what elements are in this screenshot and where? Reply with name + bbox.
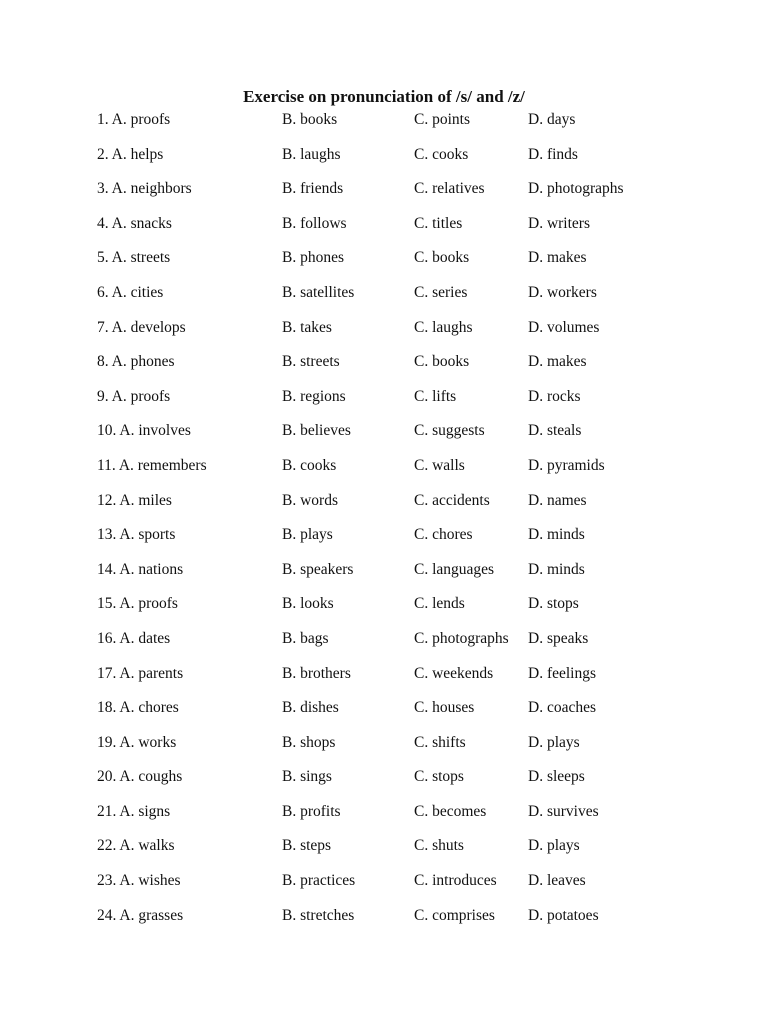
option-c: C. introduces xyxy=(414,872,497,890)
option-c: C. shifts xyxy=(414,733,466,751)
option-b: B. books xyxy=(282,111,338,128)
option-a: 22. A. walks xyxy=(97,837,175,855)
option-a: 4. A. snacks xyxy=(97,214,172,232)
option-d: D. rocks xyxy=(528,387,581,405)
option-d: D. leaves xyxy=(528,872,586,890)
option-d: D. volumes xyxy=(528,318,600,336)
option-d: D. photographs xyxy=(528,180,624,198)
option-c: C. lends xyxy=(414,595,465,613)
question-row-2 xyxy=(97,145,697,180)
question-row-8 xyxy=(97,352,697,387)
option-c: C. lifts xyxy=(414,387,457,405)
option-b: B. speakers xyxy=(282,560,354,578)
option-d: D. stops xyxy=(528,595,579,613)
option-c: C. cooks xyxy=(414,145,469,163)
question-list xyxy=(97,110,697,940)
option-c: C. books xyxy=(414,353,470,371)
question-row-9 xyxy=(97,387,697,422)
option-a: 20. A. coughs xyxy=(97,768,183,786)
question-row-22 xyxy=(97,836,697,871)
option-a: 23. A. wishes xyxy=(97,872,181,890)
option-a: 1. A. proofs xyxy=(97,111,171,128)
question-row-5 xyxy=(97,248,697,283)
option-d: D. coaches xyxy=(528,699,596,717)
option-b: B. dishes xyxy=(282,699,339,717)
option-a: 3. A. neighbors xyxy=(97,180,192,198)
option-a: 12. A. miles xyxy=(97,491,172,509)
question-row-7 xyxy=(97,318,697,353)
option-a: 8. A. phones xyxy=(97,353,175,371)
option-b: B. laughs xyxy=(282,145,341,163)
option-d: D. pyramids xyxy=(528,456,605,474)
option-c: C. titles xyxy=(414,214,463,232)
option-c: C. relatives xyxy=(414,180,485,198)
option-d: D. sleeps xyxy=(528,768,585,786)
option-c: C. languages xyxy=(414,560,495,578)
question-row-24 xyxy=(97,906,697,941)
question-row-21 xyxy=(97,802,697,837)
option-d: D. speaks xyxy=(528,629,589,647)
option-a: 19. A. works xyxy=(97,733,177,751)
option-a: 13. A. sports xyxy=(97,526,176,544)
option-d: D. steals xyxy=(528,422,582,440)
question-row-6 xyxy=(97,283,697,318)
option-a: 16. A. dates xyxy=(97,629,171,647)
option-d: D. makes xyxy=(528,249,587,267)
option-b: B. cooks xyxy=(282,456,337,474)
option-c: C. chores xyxy=(414,526,473,544)
option-b: B. satellites xyxy=(282,283,355,301)
question-row-14 xyxy=(97,560,697,595)
option-d: D. finds xyxy=(528,145,578,163)
option-a: 10. A. involves xyxy=(97,422,191,440)
option-d: D. makes xyxy=(528,353,587,371)
option-b: B. friends xyxy=(282,180,344,198)
option-d: D. plays xyxy=(528,837,580,855)
option-a: 17. A. parents xyxy=(97,664,184,682)
option-d: D. minds xyxy=(528,526,585,544)
option-b: B. bags xyxy=(282,629,329,647)
option-b: B. plays xyxy=(282,526,333,544)
option-b: B. regions xyxy=(282,387,346,405)
option-b: B. takes xyxy=(282,318,332,336)
option-b: B. follows xyxy=(282,214,347,232)
option-c: C. laughs xyxy=(414,318,473,336)
option-d: D. days xyxy=(528,111,576,128)
option-c: C. photographs xyxy=(414,629,509,647)
option-d: D. potatoes xyxy=(528,906,599,924)
question-row-15 xyxy=(97,594,697,629)
option-a: 7. A. develops xyxy=(97,318,186,336)
option-c: C. suggests xyxy=(414,422,485,440)
question-row-23 xyxy=(97,871,697,906)
option-b: B. brothers xyxy=(282,664,351,682)
option-a: 9. A. proofs xyxy=(97,387,171,405)
option-d: D. workers xyxy=(528,283,597,301)
option-a: 15. A. proofs xyxy=(97,595,178,613)
option-d: D. writers xyxy=(528,214,590,232)
option-c: C. stops xyxy=(414,768,464,786)
question-row-20 xyxy=(97,767,697,802)
option-b: B. shops xyxy=(282,733,336,751)
option-b: B. stretches xyxy=(282,906,355,924)
option-d: D. feelings xyxy=(528,664,597,682)
question-row-17 xyxy=(97,664,697,699)
option-a: 2. A. helps xyxy=(97,145,164,163)
question-row-4 xyxy=(97,214,697,249)
option-b: B. profits xyxy=(282,802,341,820)
question-row-10 xyxy=(97,421,697,456)
option-a: 18. A. chores xyxy=(97,699,179,717)
page-title: Exercise on pronunciation of /s/ and /z/ xyxy=(243,87,525,106)
option-b: B. sings xyxy=(282,768,332,786)
option-c: C. walls xyxy=(414,456,465,474)
option-a: 14. A. nations xyxy=(97,560,184,578)
option-d: D. minds xyxy=(528,560,585,578)
question-row-13 xyxy=(97,525,697,560)
question-row-12 xyxy=(97,491,697,526)
option-c: C. books xyxy=(414,249,470,267)
option-b: B. streets xyxy=(282,353,340,371)
option-c: C. weekends xyxy=(414,664,494,682)
option-d: D. names xyxy=(528,491,587,509)
option-a: 21. A. signs xyxy=(97,802,171,820)
option-b: B. practices xyxy=(282,872,356,890)
option-a: 11. A. remembers xyxy=(97,456,207,474)
question-row-16 xyxy=(97,629,697,664)
option-d: D. plays xyxy=(528,733,580,751)
option-b: B. phones xyxy=(282,249,344,267)
option-c: C. points xyxy=(414,111,470,128)
option-c: C. becomes xyxy=(414,802,487,820)
question-row-19 xyxy=(97,733,697,768)
option-a: 24. A. grasses xyxy=(97,906,184,924)
option-b: B. looks xyxy=(282,595,334,613)
option-a: 5. A. streets xyxy=(97,249,171,267)
option-a: 6. A. cities xyxy=(97,283,164,301)
question-row-1 xyxy=(97,110,697,145)
question-row-3 xyxy=(97,179,697,214)
option-c: C. houses xyxy=(414,699,475,717)
option-c: C. shuts xyxy=(414,837,464,855)
question-row-11 xyxy=(97,456,697,491)
option-c: C. comprises xyxy=(414,906,495,924)
option-d: D. survives xyxy=(528,802,599,820)
option-b: B. steps xyxy=(282,837,332,855)
question-row-18 xyxy=(97,698,697,733)
option-c: C. series xyxy=(414,283,468,301)
option-c: C. accidents xyxy=(414,491,490,509)
option-b: B. believes xyxy=(282,422,351,440)
option-b: B. words xyxy=(282,491,338,509)
